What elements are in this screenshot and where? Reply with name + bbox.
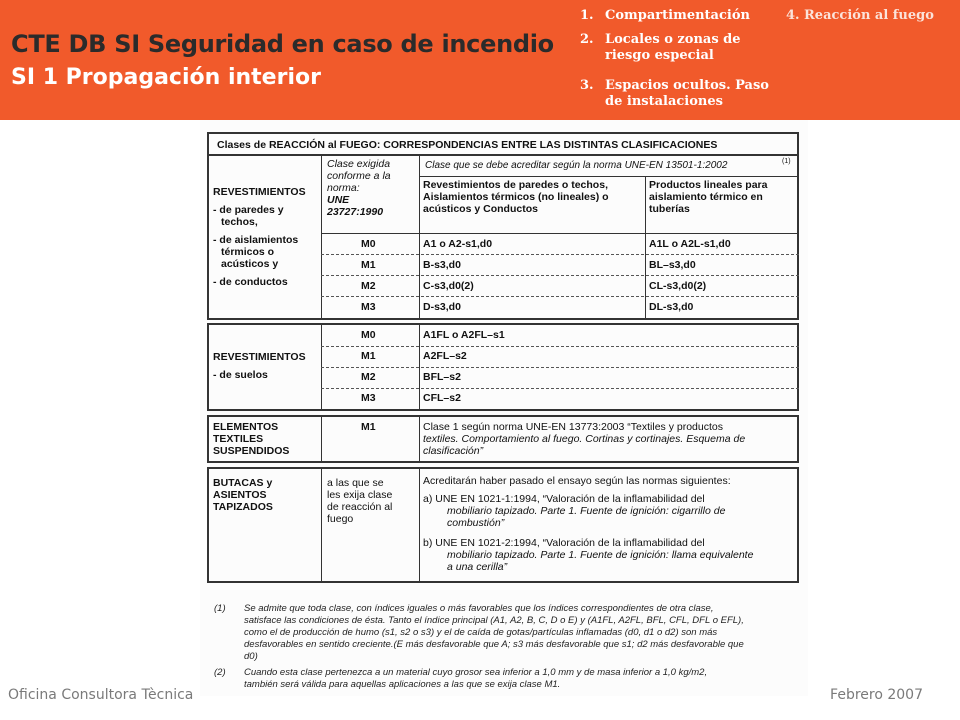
textiles-text: clasificación” [423,445,484,457]
table-row-wall: A1 o A2-s1,d0 [423,238,493,250]
nav-item-label: Compartimentación [605,8,750,23]
table-row-une: M0 [361,238,376,250]
revestimientos-item: - de aislamientos [213,234,299,246]
nav-item-compartimentacion[interactable] [580,8,780,26]
nav-item-label: Reacción al fuego [804,8,934,23]
revestimientos-item: térmicos o [221,246,275,258]
walls-header: acústicos y Conductos [423,203,538,215]
en-header-sup: (1) [782,158,791,165]
textiles-text: Clase 1 según norma UNE-EN 13773:2003 “Textiles y productos [423,421,723,433]
butacas-label: BUTACAS y [213,477,273,489]
butacas-b: b) UNE EN 1021-2:1994, “Valoración de la inflamabilidad del [423,537,705,549]
nav-item-number: 4. [786,8,800,23]
pipes-header: Productos lineales para [649,179,768,191]
revestimientos-item: - de conductos [213,276,288,288]
revestimientos-item: techos, [221,216,258,228]
butacas-label: ASIENTOS [213,489,267,501]
table-row-pipe: DL-s3,d0 [649,301,694,313]
note-1-line: desfavorables en sentido creciente.(E más desfavorable que A; s3 más desfavorable que s1; d2 más desfavorable que [244,639,744,650]
butacas-intro: Acreditarán haber pasado el ensayo según las normas siguientes: [423,475,731,487]
footer-date: Febrero 2007 [830,687,923,703]
pipes-header: aislamiento térmico en [649,191,763,203]
butacas-label: TAPIZADOS [213,501,273,513]
textiles-text: textiles. Comportamiento al fuego. Cortinas y cortinajes. Esquema de [423,433,746,445]
table-row-pipe: A1L o A2L-s1,d0 [649,238,731,250]
table-row-value: BFL–s2 [423,371,461,383]
nav-item-reaccion-fuego[interactable] [786,8,958,26]
une-header: UNE [327,194,350,206]
table-row-une: M2 [361,280,376,292]
table-row-une: M1 [361,350,376,362]
table-row-value: A1FL o A2FL–s1 [423,329,505,341]
butacas-une: fuego [327,513,354,525]
nav-item-number: 1. [580,8,594,23]
section-butacas [207,467,799,583]
butacas-a: a) UNE EN 1021-1:1994, “Valoración de la inflamabilidad del [423,493,705,505]
revestimientos-item: - de paredes y [213,204,284,216]
section-walls [207,154,799,320]
nav-item-espacios-ocultos[interactable] [580,78,790,112]
table-row-wall: B-s3,d0 [423,259,461,271]
table-row-une: M3 [361,392,376,404]
page-title: CTE DB SI Seguridad en caso de incendio [11,30,554,58]
section-floors [207,323,799,411]
suelos-label: REVESTIMIENTOS [213,351,306,363]
note-2-mark: (2) [214,667,226,678]
butacas-b: mobiliario tapizado. Parte 1. Fuente de ignición: llama equivalente [447,549,754,561]
table-row-une: M1 [361,259,376,271]
butacas-a: combustión” [447,517,505,529]
textiles-label: SUSPENDIDOS [213,445,290,457]
table-row-value: A2FL–s2 [423,350,467,362]
suelos-sub: - de suelos [213,369,268,381]
footer-organization: Oficina Consultora Tècnica [8,687,194,703]
table-row-pipe: CL-s3,d0(2) [649,280,707,292]
butacas-a: mobiliario tapizado. Parte 1. Fuente de ignición: cigarrillo de [447,505,726,517]
nav-item-label-line1: Espacios ocultos. Paso [605,78,769,93]
nav-item-label-line2: riesgo especial [605,48,714,63]
textiles-label: ELEMENTOS [213,421,279,433]
note-1-line: Se admite que toda clase, con índices iguales o más favorables que los índices correspondientes de otra clase, [244,603,714,614]
pipes-header: tuberías [649,203,690,215]
en-header: Clase que se debe acreditar según la norma UNE-EN 13501-1:2002 [425,160,728,171]
textiles-label: TEXTILES [213,433,264,445]
une-header: 23727:1990 [327,206,384,218]
nav-item-label-line1: Locales o zonas de [605,32,741,47]
table-row-wall: C-s3,d0(2) [423,280,474,292]
table-row-une: M0 [361,329,376,341]
revestimientos-item: acústicos y [221,258,279,270]
note-1-line: satisface las condiciones de ésta. Tanto el índice principal (A1, A2, B, C, D o E) y (A1FL, A2FL, BFL, CFL, DFL o EFL), [244,615,744,626]
table-row-pipe: BL–s3,d0 [649,259,696,271]
walls-header: Aislamientos térmicos (no lineales) o [423,191,609,203]
nav-item-label-line2: de instalaciones [605,94,723,109]
une-header: conforme a la [327,170,391,182]
note-1-line: d0) [244,651,258,662]
table-row-une: M2 [361,371,376,383]
nav-item-number: 3. [580,78,594,93]
une-header: norma: [327,182,360,194]
note-1-line: como el de producción de humo (s1, s2 o s3) y el de caída de gotas/partículas inflamadas (d0, d1 o d2) son más [244,627,718,638]
note-2-line: Cuando esta clase pertenezca a un material cuyo grosor sea inferior a 1,0 mm y de masa inferior a 1,0 kg/m2, [244,667,708,678]
butacas-b: a una cerilla” [447,561,508,573]
table-row-une: M3 [361,301,376,313]
butacas-une: a las que se [327,477,384,489]
scanned-table-image [200,120,808,696]
nav-item-number: 2. [580,32,594,47]
textiles-une: M1 [361,421,376,433]
note-1-mark: (1) [214,603,226,614]
section-textiles [207,415,799,463]
table-title-box [207,132,799,156]
revestimientos-label: REVESTIMIENTOS [213,186,306,198]
note-2-line: también será válida para aquellas aplicaciones a las que se exija clase M1. [244,679,561,690]
butacas-une: les exija clase [327,489,393,501]
table-row-wall: D-s3,d0 [423,301,461,313]
une-header: Clase exigida [327,158,391,170]
table-row-value: CFL–s2 [423,392,461,404]
table-title: Clases de REACCIÓN al FUEGO: CORRESPONDENCIAS ENTRE LAS DISTINTAS CLASIFICACIONES [217,139,718,151]
header-banner [0,0,960,120]
page-subtitle: SI 1 Propagación interior [11,65,321,90]
nav-item-locales-riesgo[interactable] [580,32,780,66]
walls-header: Revestimientos de paredes o techos, [423,179,608,191]
butacas-une: de reacción al [327,501,393,513]
